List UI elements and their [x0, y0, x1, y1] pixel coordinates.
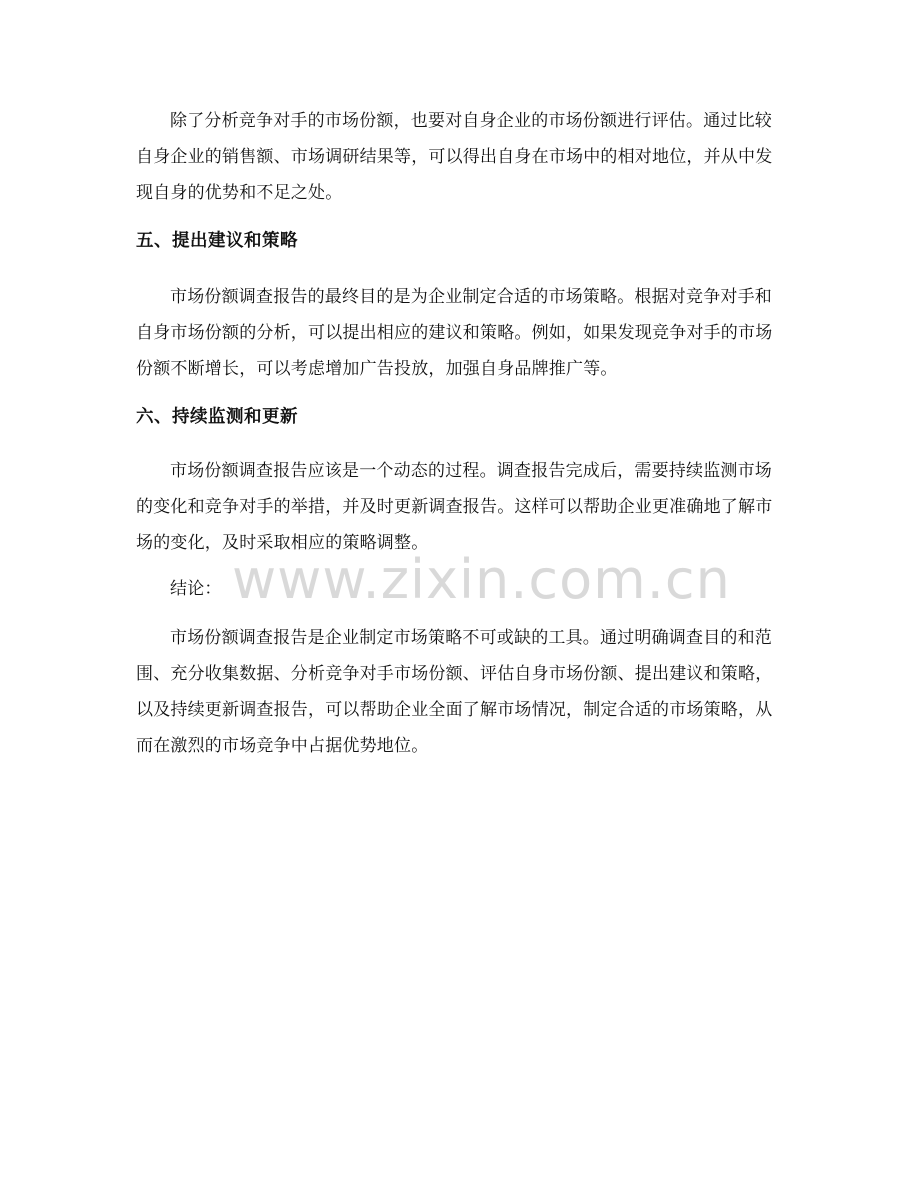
section-heading-5: 五、提出建议和策略 [136, 231, 298, 251]
conclusion-label: 结论： [170, 579, 222, 599]
paragraph-market-share-self-evaluation: 除了分析竞争对手的市场份额，也要对自身企业的市场份额进行评估。通过比较自身企业的销售额、市场调研结果等，可以得出自身在市场中的相对地位，并从中发现自身的优势和不足之处。 [136, 111, 773, 203]
paragraph-suggestions-strategies: 市场份额调查报告的最终目的是为企业制定合适的市场策略。根据对竞争对手和自身市场份额的分析，可以提出相应的建议和策略。例如，如果发现竞争对手的市场份额不断增长，可以考虑增加广告投放，加强自身品牌推广等。 [136, 287, 773, 379]
watermark-text: www.zixin.com.cn [232, 548, 731, 611]
paragraph-monitoring-updating: 市场份额调查报告应该是一个动态的过程。调查报告完成后，需要持续监测市场的变化和竞争对手的举措，并及时更新调查报告。这样可以帮助企业更准确地了解市场的变化，及时采取相应的策略调整。 [136, 461, 773, 553]
paragraph-conclusion: 市场份额调查报告是企业制定市场策略不可或缺的工具。通过明确调查目的和范围、充分收集数据、分析竞争对手市场份额、评估自身市场份额、提出建议和策略，以及持续更新调查报告，可以帮助企业全面了解市场情况，制定合适的市场策略，从而在激烈的市场竞争中占据优势地位。 [136, 628, 773, 756]
section-heading-6: 六、持续监测和更新 [136, 407, 298, 427]
